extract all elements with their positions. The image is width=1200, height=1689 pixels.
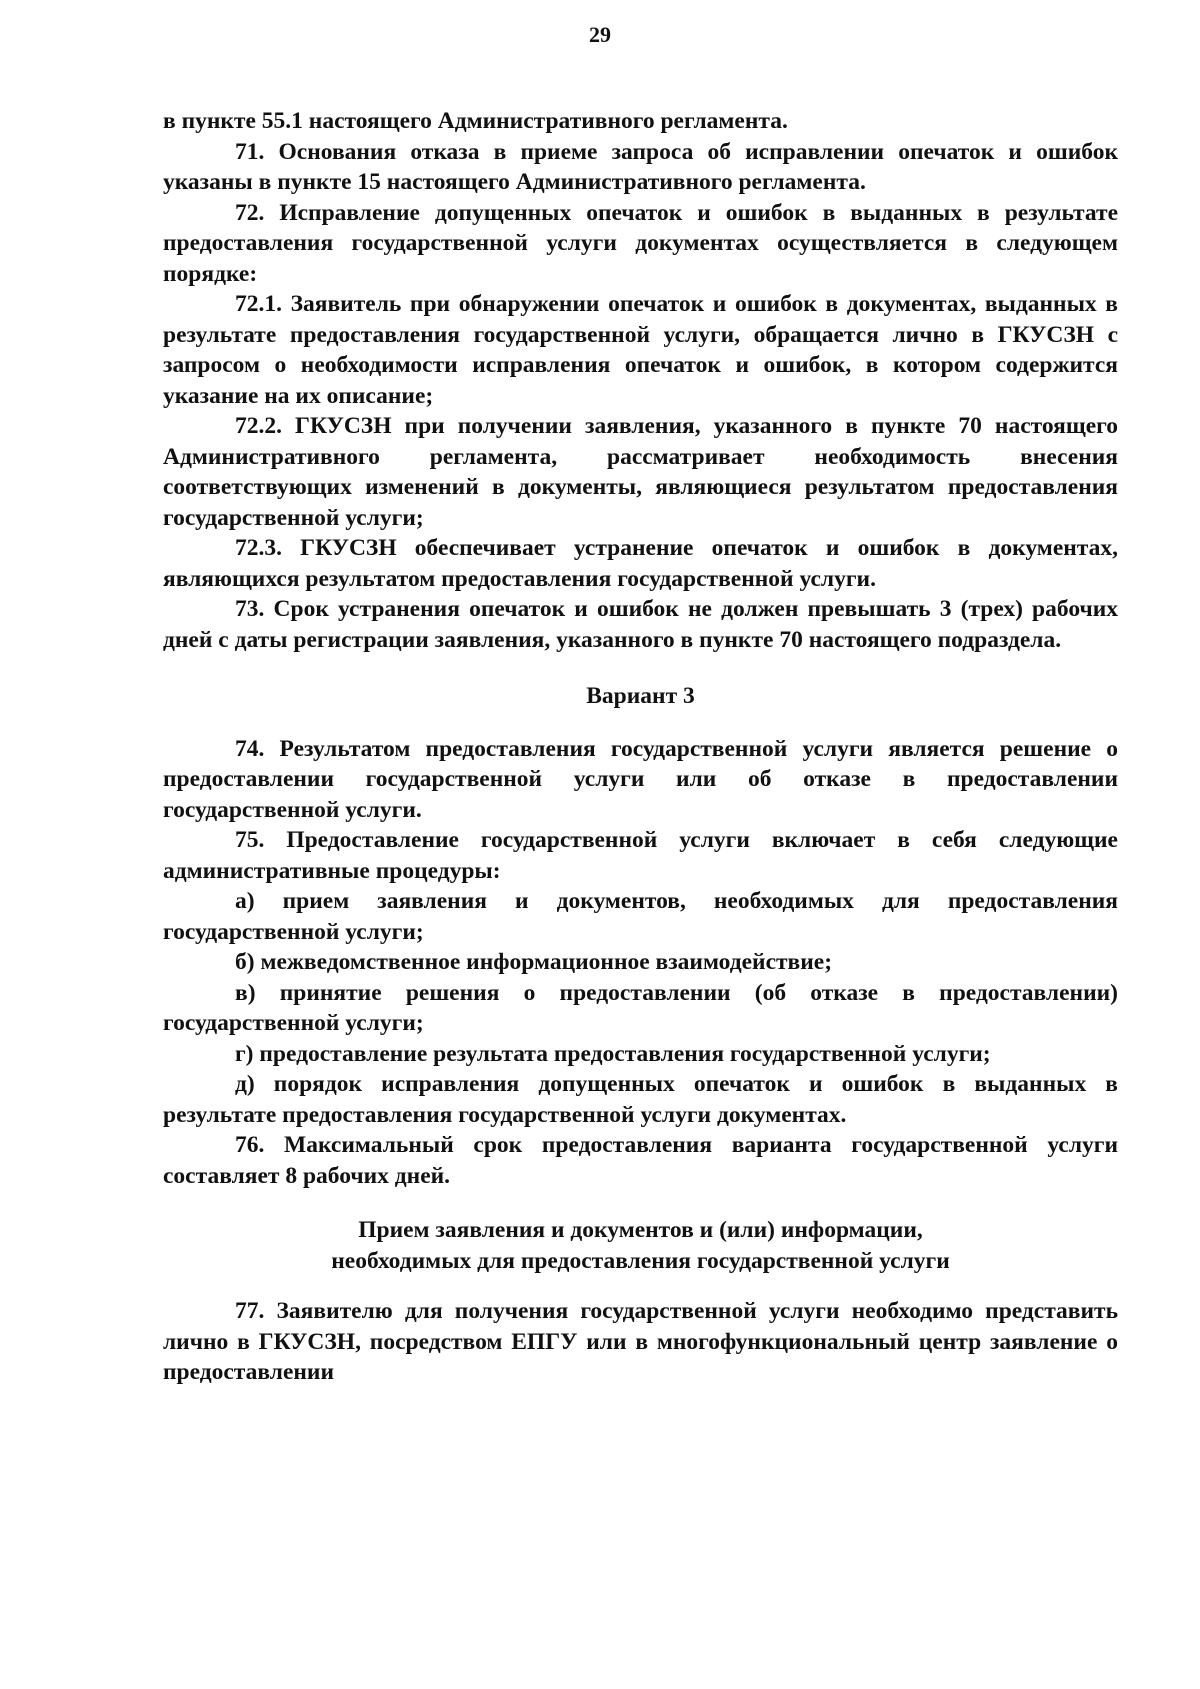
application-section (163, 1296, 1118, 1388)
heading-variant-3: Вариант 3 (586, 683, 695, 709)
paragraph-74: 74. Результатом предоставления государственной услуги является решение о предоставлении государственной услуги или об отказе в предоставлении государственной услуги. (163, 735, 1118, 823)
paragraph-72-2: 72.2. ГКУСЗН при получении заявления, указанного в пункте 70 настоящего Административного регламента, рассматривает необходимость внесения соответствующих изменений в документы, являющиеся результатом предоставления государственной услуги; (163, 413, 1118, 531)
list-item-a: а) прием заявления и документов, необходимых для предоставления государственной услуги; (163, 888, 1118, 945)
paragraph-71: 71. Основания отказа в приеме запроса об исправлении опечаток и ошибок указаны в пункте 15 настоящего Административного регламента. (163, 138, 1118, 195)
paragraph-72-3: 72.3. ГКУСЗН обеспечивает устранение опечаток и ошибок в документах, являющихся результатом предоставления государственной услуги. (163, 535, 1118, 592)
paragraph-72: 72. Исправление допущенных опечаток и ошибок в выданных в результате предоставления государственной услуги документах осуществляется в следующем порядке: (163, 199, 1118, 287)
section-heading-line-1: Прием заявления и документов и (или) информации, (358, 1217, 923, 1243)
paragraph-72-1: 72.1. Заявитель при обнаружении опечаток и ошибок в документах, выданных в результате предоставления государственной услуги, обращается лично в ГКУСЗН с запросом о необходимости исправления опечаток и ошибок, в котором содержится указание на их описание; (163, 291, 1118, 409)
variant-3-section (163, 734, 1118, 1192)
paragraph-75: 75. Предоставление государственной услуги включает в себя следующие административные процедуры: (163, 827, 1118, 884)
section-heading-line-2: необходимых для предоставления государственной услуги (331, 1247, 950, 1274)
list-item-c: в) принятие решения о предоставлении (об отказе в предоставлении) государственной услуги; (163, 979, 1118, 1036)
paragraph-continuation: в пункте 55.1 настоящего Административного регламента. (163, 108, 788, 134)
list-item-b: б) межведомственное информационное взаимодействие; (235, 949, 833, 975)
document-body (163, 106, 1118, 1388)
list-item-d: г) предоставление результата предоставления государственной услуги; (235, 1040, 991, 1067)
list-item-e: д) порядок исправления допущенных опечаток и ошибок в выданных в результате предоставления государственной услуги документах. (163, 1071, 1118, 1128)
page-number: 29 (589, 22, 611, 47)
paragraph-76: 76. Максимальный срок предоставления варианта государственной услуги составляет 8 рабочих дней. (163, 1132, 1118, 1189)
section-heading (163, 1215, 1118, 1276)
paragraph-77: 77. Заявителю для получения государственной услуги необходимо представить лично в ГКУСЗН, посредством ЕПГУ или в многофункциональный центр заявление о предоставлении (163, 1298, 1118, 1385)
paragraph-73: 73. Срок устранения опечаток и ошибок не должен превышать 3 (трех) рабочих дней с даты регистрации заявления, указанного в пункте 70 настоящего подраздела. (163, 596, 1118, 653)
